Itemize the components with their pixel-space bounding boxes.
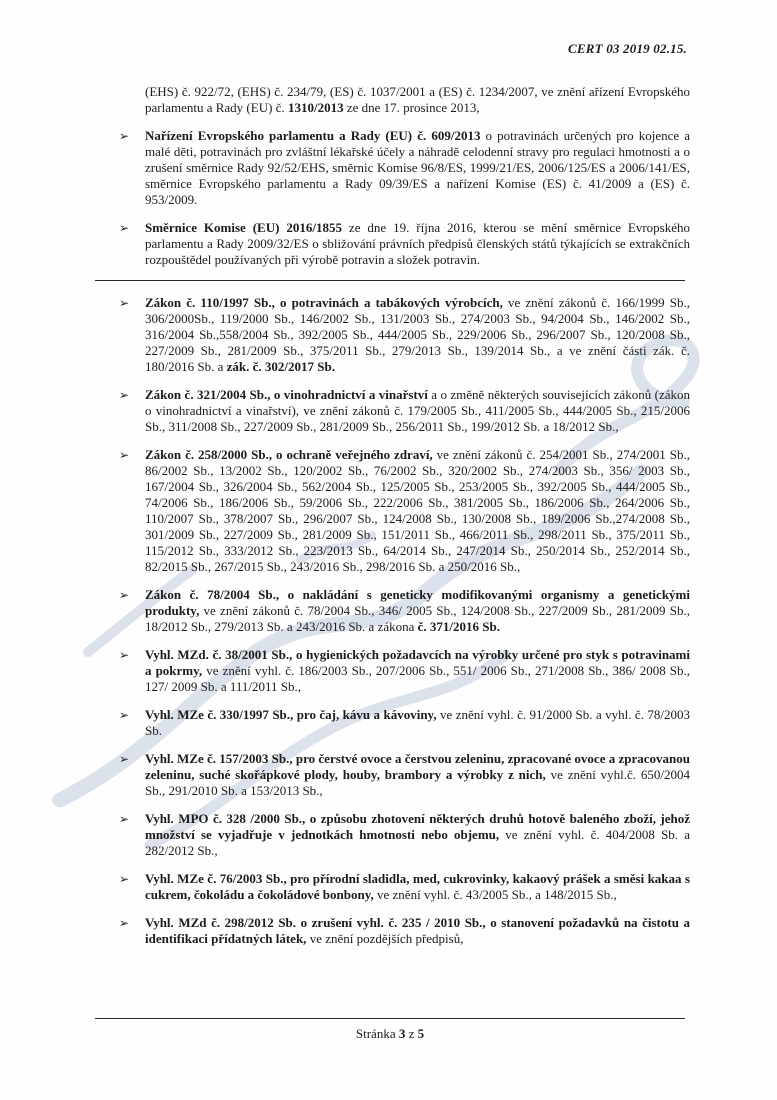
regular-text: Stránka (355, 1026, 399, 1041)
bold-text: Nařízení Evropského parlamentu a Rady (EU) č. 609/2013 (145, 128, 481, 143)
bold-text: zák. č. 302/2017 Sb. (226, 359, 335, 374)
regular-text: ve znění zákonů č. 254/2001 Sb., 274/2001 Sb., 86/2002 Sb., 13/2002 Sb., 120/2002 Sb., 76/2002 Sb., 320/2002 Sb., 274/2003 Sb., 356/ 2003 Sb., 167/2004 Sb., 326/2004 Sb., 562/2004 Sb., 125/2005 Sb., 253/2005 Sb., 392/2005 Sb., 444/2005 Sb., 74/2006 Sb., 186/2006 Sb., 59/2006 Sb., 222/2006 Sb., 381/2005 Sb., 186/2006 Sb., 264/2006 Sb., 110/2007 Sb., 378/2007 Sb., 296/2007 Sb., 124/2008 Sb., 130/2008 Sb., 189/2006 Sb.,274/2008 Sb., 301/2009 Sb., 227/2009 Sb., 281/2009 Sb., 151/2011 Sb., 466/2011 Sb., 298/2011 Sb., 375/2011 Sb., 115/2012 Sb., 333/2012 Sb., 223/2013 Sb., 64/2014 Sb., 247/2014 Sb., 250/2014 Sb., 252/2014 Sb., 82/2015 Sb., 267/2015 Sb., 243/2016 Sb., 298/2016 Sb. a 250/2016 Sb., (145, 447, 690, 574)
regular-text: ve znění vyhl. č. 186/2003 Sb., 207/2006 Sb., 551/ 2006 Sb., 271/2008 Sb., 386/ 2008 Sb., 127/ 2009 Sb. a 111/2011 Sb., (145, 663, 691, 694)
item-text (145, 128, 690, 207)
bold-text: č. 371/2016 Sb. (417, 619, 500, 634)
regular-text: o potravinách určených pro kojence a malé děti, potravinách pro zvláštní lékařské účely a náhradě celodenní stravy pro regulaci hmotnosti a o zrušení směrnice Rady 92/52/EHS, směrnic Komise 96/8/ES, 1999/21/ES, 2006/125/ES a 2006/141/ES, směrnice Evropského parlamentu a Rady 09/39/ES a nařízení Komise (ES) č. 41/2009 a (ES) č. 953/2009. (145, 128, 690, 207)
regular-text: ve znění pozdějších předpisů, (306, 931, 464, 946)
legal-item (119, 871, 690, 903)
arrow-bullet-icon: ➢ (119, 221, 130, 235)
arrow-bullet-icon: ➢ (119, 872, 130, 886)
item-text (145, 647, 690, 694)
bold-text: 1310/2013 (287, 100, 344, 115)
legal-item (119, 751, 690, 799)
legal-item (119, 811, 690, 859)
regular-text: ve znění vyhl. č. 91/2000 Sb. a vyhl. č. 78/2003 Sb. (145, 707, 690, 738)
legal-item (119, 447, 690, 575)
page-number (95, 1026, 685, 1042)
arrow-bullet-icon: ➢ (119, 448, 130, 462)
bold-text: Vyhl. MZe č. 157/2003 Sb., pro čerstvé ovoce a čerstvou zeleninu, zpracované ovoce a zpracovanou zeleninu, suché skořápkové plody, houby, brambory a výrobky z nich, (145, 751, 690, 782)
bold-text: Zákon č. 258/2000 Sb., o ochraně veřejného zdraví, (145, 447, 433, 462)
regular-text: ve znění zákonů č. 166/1999 Sb., 306/2000Sb., 119/2000 Sb., 146/2002 Sb., 131/2003 Sb., 274/2003 Sb., 94/2004 Sb., 146/2002 Sb., 316/2004 Sb.,558/2004 Sb., 392/2005 Sb., 444/2005 Sb., 229/2006 Sb., 296/2007 Sb., 120/2008 Sb., 227/2009 Sb., 281/2009 Sb., 375/2011 Sb., 279/2013 Sb., 139/2014 Sb., a ve znění části zák. č. 180/2016 Sb. a (145, 295, 690, 374)
bold-text: Zákon č. 78/2004 Sb., o nakládání s geneticky modifikovanými organismy a genetickými produkty, (145, 587, 690, 618)
legal-item (119, 220, 691, 268)
legal-item (119, 647, 691, 695)
regular-text: ze dne 19. října 2016, kterou se mění směrnice Evropského parlamentu a Rady 2009/32/ES o sbližování právních předpisů členských států týkajících se extrakčních rozpouštědel používaných při výrobě potravin a složek potravin. (145, 220, 691, 267)
header-reference: CERT 03 2019 02.15. (567, 41, 687, 56)
bold-text: 5 (417, 1026, 425, 1041)
legal-item (119, 128, 690, 208)
item-text (145, 707, 690, 738)
item-text (145, 587, 690, 634)
document-content (119, 84, 691, 959)
regular-text: ve znění vyhl. č. 43/2005 Sb., a 148/2015 Sb., (373, 887, 617, 902)
regular-text: ve znění vyhl.č. 650/2004 Sb., 291/2010 Sb. a 153/2013 Sb., (145, 767, 690, 798)
regular-text: (EHS) č. 922/72, (EHS) č. 234/79, (ES) č. 1037/2001 a (ES) č. 1234/2007, ve znění ařízení Evropského parlamentu a Rady (EU) č. (145, 84, 690, 115)
footer-rule (95, 1018, 685, 1019)
arrow-bullet-icon: ➢ (119, 648, 130, 662)
item-text (145, 915, 690, 946)
arrow-bullet-icon: ➢ (119, 812, 130, 826)
item-text (145, 811, 690, 858)
legal-item (119, 587, 690, 635)
item-text (145, 871, 690, 902)
legal-item (119, 295, 690, 375)
item-text (145, 295, 690, 374)
bold-text: Zákon č. 110/1997 Sb., o potravinách a tabákových výrobcích, (145, 295, 503, 310)
regular-text: ve znění zákonů č. 78/2004 Sb., 346/ 2005 Sb., 124/2008 Sb., 227/2009 Sb., 281/2009 Sb., 18/2012 Sb., 279/2013 Sb. a 243/2016 Sb. a zákona (145, 603, 690, 634)
bold-text: Vyhl. MZe č. 76/2003 Sb., pro přírodní sladidla, med, cukrovinky, kakaový prášek a směsi kakaa s cukrem, čokoládu a čokoládové bonbony, (145, 871, 690, 902)
item-text (145, 751, 690, 798)
legal-item (119, 707, 690, 739)
regular-text: ze dne 17. prosince 2013, (343, 100, 480, 115)
arrow-bullet-icon: ➢ (119, 588, 130, 602)
bold-text: Směrnice Komise (EU) 2016/1855 (145, 220, 342, 235)
bold-text: Vyhl. MZe č. 330/1997 Sb., pro čaj, kávu a kávoviny, (145, 707, 437, 722)
intro-paragraph (145, 84, 690, 116)
arrow-bullet-icon: ➢ (119, 708, 130, 722)
bold-text: Vyhl. MPO č. 328 /2000 Sb., o způsobu zhotovení některých druhů hotově baleného zboží, jehož množství se vyjadřuje v jednotkách hmotnosti nebo objemu, (145, 811, 690, 842)
arrow-bullet-icon: ➢ (119, 752, 130, 766)
regular-text: ve znění vyhl. č. 404/2008 Sb. a 282/2012 Sb., (145, 827, 690, 858)
bold-text: Zákon č. 321/2004 Sb., o vinohradnictví a vinařství (145, 387, 428, 402)
arrow-bullet-icon: ➢ (119, 296, 130, 310)
regular-text: z (405, 1026, 418, 1041)
arrow-bullet-icon: ➢ (119, 916, 130, 930)
legal-item (119, 387, 690, 435)
bold-text: Vyhl. MZd č. 298/2012 Sb. o zrušení vyhl. č. 235 / 2010 Sb., o stanovení požadavků na čistotu a identifikaci přídatných látek, (145, 915, 690, 946)
item-text (145, 220, 690, 267)
arrow-bullet-icon: ➢ (119, 388, 130, 402)
eu-regulations-list (119, 128, 691, 268)
arrow-bullet-icon: ➢ (119, 129, 130, 143)
legal-item (119, 915, 690, 947)
bold-text: 3 (398, 1026, 406, 1041)
item-text (145, 387, 690, 434)
section-divider (95, 280, 685, 281)
cz-laws-list (119, 295, 691, 947)
item-text (145, 447, 690, 574)
bold-text: Vyhl. MZd. č. 38/2001 Sb., o hygienických požadavcích na výrobky určené pro styk s potravinami a pokrmy, (145, 647, 690, 678)
regular-text: a o změně některých souvisejících zákonů (zákon o vinohradnictví a vinařství), ve znění zákonů č. 179/2005 Sb., 411/2005 Sb., 444/2005 Sb., 215/2006 Sb., 311/2008 Sb., 227/2009 Sb., 281/2009 Sb., 256/2011 Sb., 199/2012 Sb. a 18/2012 Sb., (145, 387, 690, 434)
